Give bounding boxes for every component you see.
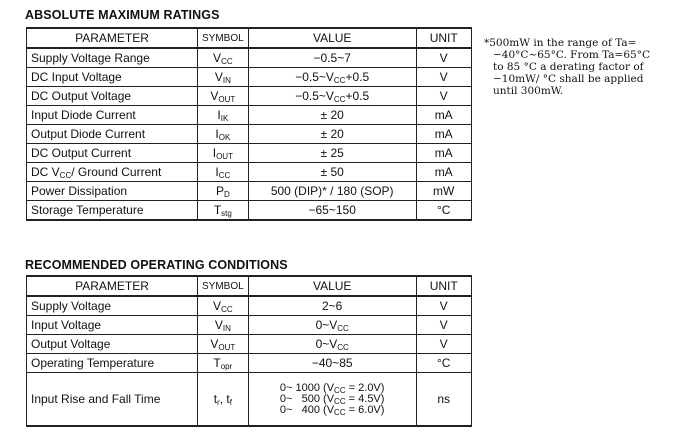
param-cell: Power Dissipation [27,182,198,201]
table-row [27,201,472,221]
header-unit: UNIT [416,276,471,296]
symbol-cell: $P_D$ [198,182,249,201]
table-row [27,48,472,68]
unit-cell: V [416,296,471,316]
header-symbol: SYMBOL [198,276,249,296]
unit-cell: mW [416,182,471,201]
unit-cell: mA [416,106,471,125]
value-cell: ± 20 [248,106,416,125]
table-row [27,182,472,201]
table-row [27,87,472,106]
param-cell: Operating Temperature [27,354,198,373]
param-cell: DC Output Voltage [27,87,198,106]
value-cell: ± 25 [248,144,416,163]
param-cell: Storage Temperature [27,201,198,221]
unit-cell: V [416,316,471,335]
value-cell: $0\sim V_{CC}$ [248,316,416,335]
table-header-row [27,276,472,296]
symbol-cell: $V_{IN}$ [198,68,249,87]
param-cell: Input Voltage [27,316,198,335]
symbol-cell: $I_{IK}$ [198,106,249,125]
param-cell: Input Rise and Fall Time [27,373,198,427]
param-cell: Output Voltage [27,335,198,354]
value-cell: $-0.5\sim V_{CC}+0.5$ [248,68,416,87]
symbol-cell: $V_{OUT}$ [198,335,249,354]
header-parameter: PARAMETER [27,276,198,296]
rise-fall-line: 0~ 400 $(V_{CC} = 6.0V)$ [279,403,385,417]
rec-op-title: RECOMMENDED OPERATING CONDITIONS [25,258,288,272]
footnote-line: until 300mW. [493,85,564,97]
value-cell: 2~6 [248,296,416,316]
unit-cell: V [416,68,471,87]
table-row [27,373,472,427]
value-cell: $0\sim V_{CC}$ [248,335,416,354]
table-row [27,296,472,316]
footnote-line: *500mW in the range of Ta= [484,37,637,49]
unit-cell: mA [416,163,471,182]
table-row [27,163,472,182]
footnote-line: −10mW/ °C shall be applied [493,73,644,85]
symbol-cell: $V_{OUT}$ [198,87,249,106]
symbol-cell: $T_{stg}$ [198,201,249,221]
rise-fall-line: 0~ 1000 $(V_{CC} = 2.0V)$ [279,381,385,395]
symbol-cell: $I_{CC}$ [198,163,249,182]
power-dissipation-footnote [484,37,674,97]
symbol-cell: $T_{opr}$ [198,354,249,373]
symbol-cell: $I_{OUT}$ [198,144,249,163]
value-cell: −65~150 [248,201,416,221]
symbol-cell: $I_{OK}$ [198,125,249,144]
unit-cell: °C [416,354,471,373]
unit-cell: mA [416,144,471,163]
header-unit: UNIT [416,28,471,48]
header-value: VALUE [248,276,416,296]
param-cell: DC Input Voltage [27,68,198,87]
param-cell: Input Diode Current [27,106,198,125]
table-row [27,106,472,125]
abs-max-title: ABSOLUTE MAXIMUM RATINGS [25,8,220,22]
footnote-line: to 85 °C a derating factor of [493,61,644,73]
table-row [27,316,472,335]
rec-op-table [26,275,472,427]
header-parameter: PARAMETER [27,28,198,48]
table-row [27,354,472,373]
value-cell: $-0.5\sim V_{CC}+0.5$ [248,87,416,106]
unit-cell: ns [416,373,471,427]
footnote-line: −40°C~65°C. From Ta=65°C [493,49,650,61]
abs-max-table [26,27,472,221]
value-cell: ± 20 [248,125,416,144]
unit-cell: V [416,335,471,354]
table-header-row [27,28,472,48]
unit-cell: V [416,87,471,106]
value-cell: −40~85 [248,354,416,373]
symbol-cell: $V_{CC}$ [198,48,249,68]
value-cell: ± 50 [248,163,416,182]
header-value: VALUE [248,28,416,48]
unit-cell: V [416,48,471,68]
value-cell [248,373,416,427]
param-cell: Supply Voltage Range [27,48,198,68]
param-cell: Output Diode Current [27,125,198,144]
table-row [27,144,472,163]
symbol-cell: $V_{CC}$ [198,296,249,316]
symbol-cell: $V_{IN}$ [198,316,249,335]
param-cell: DC $V_{CC}/$ Ground Current [27,163,198,182]
symbol-cell: $t_r$, $t_f$ [198,373,249,427]
table-row [27,68,472,87]
value-cell: −0.5~7 [248,48,416,68]
table-row [27,125,472,144]
table-row [27,335,472,354]
rise-fall-line: 0~ 500 $(V_{CC} = 4.5V)$ [279,392,385,406]
param-cell: DC Output Current [27,144,198,163]
unit-cell: mA [416,125,471,144]
value-cell: 500 (DIP)* / 180 (SOP) [248,182,416,201]
header-symbol: SYMBOL [198,28,249,48]
param-cell: Supply Voltage [27,296,198,316]
unit-cell: °C [416,201,471,221]
